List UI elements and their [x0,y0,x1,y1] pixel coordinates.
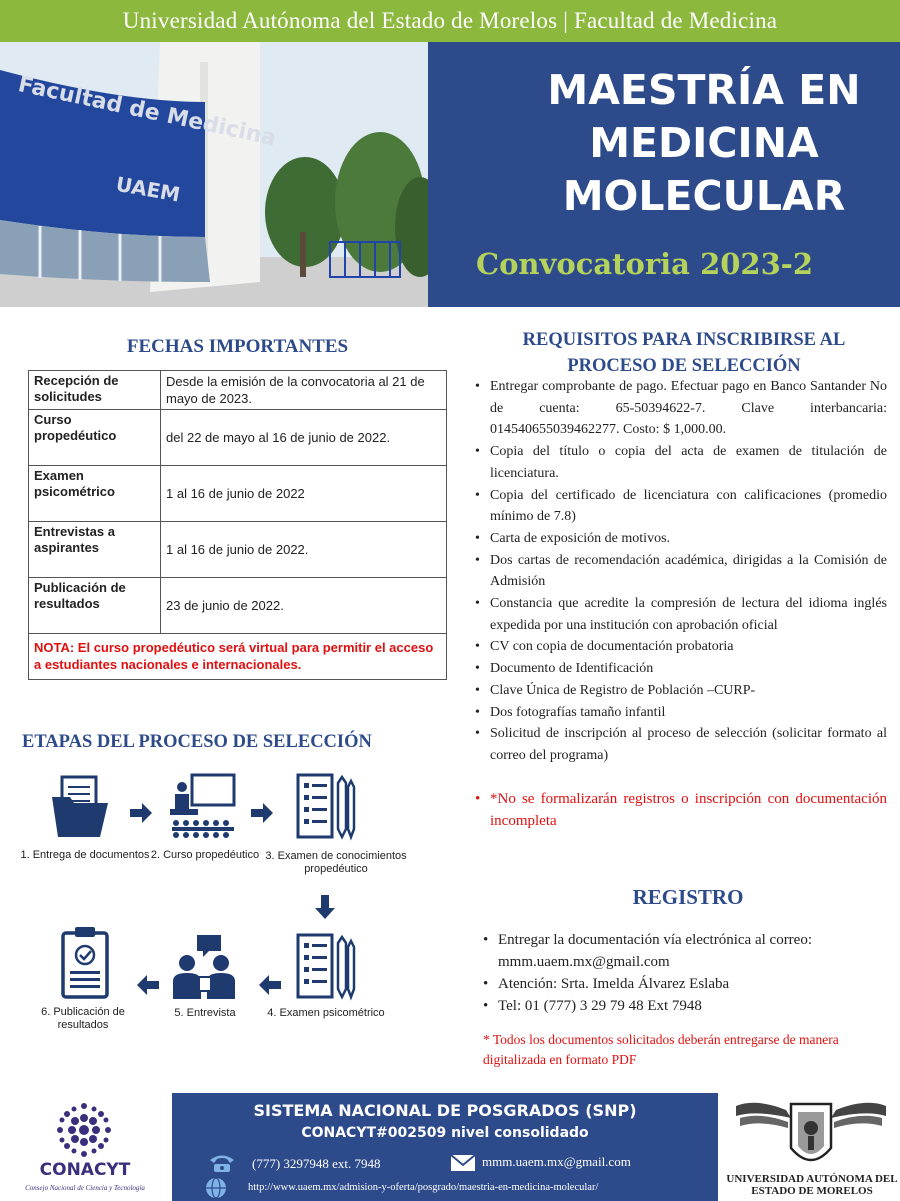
requisitos-list [475,376,887,767]
table-row [29,578,447,634]
footer-url[interactable]: http://www.uaem.mx/admision-y-oferta/posgrado/maestria-en-medicina-molecular/ [248,1182,599,1193]
fechas-title: FECHAS IMPORTANTES [126,336,349,357]
snp-title: SISTEMA NACIONAL DE POSGRADOS (SNP) [253,1101,637,1120]
step-label: 5. Entrevista [174,1007,236,1019]
conacyt-name: CONACYT [39,1160,131,1180]
hero-panel [428,42,900,307]
exam-checklist-icon [296,773,356,841]
footer-phone: (777) 3297948 ext. 7948 [252,1156,381,1171]
conacyt-subtitle: Consejo Nacional de Ciencia y Tecnología [25,1184,145,1192]
list-item: • Carta de exposición de motivos. [475,528,887,550]
table-row [29,522,447,578]
uaem-logo [724,1096,900,1201]
list-item: • Clave Única de Registro de Población –CURP- [475,680,887,702]
list-item: • Copia del título o copia del acta de examen de titulación de licenciatura. [475,441,887,484]
list-item: • Atención: Srta. Imelda Álvarez Eslaba [483,973,893,995]
conacyt-logo [10,1100,160,1200]
uaem-crest-icon [736,1098,886,1172]
etapas-title: ETAPAS DEL PROCESO DE SELECCIÓN [22,732,372,752]
fecha-label: Curso propedéutico [29,410,161,466]
email-icon [450,1154,476,1172]
list-item: • Tel: 01 (777) 3 29 79 48 Ext 7948 [483,995,893,1017]
incomplete-warning: • *No se formalizarán registros o inscripción con documentación incompleta [475,788,887,832]
arrow-right-icon [130,803,152,823]
list-item: • Dos cartas de recomendación académica, dirigidas a la Comisión de Admisión [475,550,887,593]
building-illustration [0,42,428,307]
footer-band [172,1093,718,1201]
classroom-icon [170,773,238,841]
conacyt-registration: CONACYT#002509 nivel consolidado [301,1125,589,1141]
program-title-line: MOLECULAR [562,172,846,220]
fecha-label: Examen psicométrico [29,466,161,522]
institution-header [0,0,900,42]
list-item: • Entregar la documentación vía electrónica al correo: mmm.uaem.mx@gmail.com [483,929,893,973]
list-item: • CV con copia de documentación probatoria [475,636,887,658]
program-title-line: MAESTRÍA EN [547,66,861,114]
folder-documents-icon [50,775,110,839]
clipboard-results-icon [60,925,110,999]
uaem-name-line: UNIVERSIDAD AUTÓNOMA DEL [726,1173,898,1185]
requisitos-title: REQUISITOS PARA INSCRIBIRSE AL PROCESO DE SELECCIÓN [522,330,846,376]
institution-name: Universidad Autónoma del Estado de Morelos | Facultad de Medicina [122,8,778,33]
table-row [29,466,447,522]
footer-email[interactable]: mmm.uaem.mx@gmail.com [482,1154,631,1169]
list-item: • Solicitud de inscripción al proceso de selección (solicitar formato al correo del programa) [475,723,887,766]
fecha-label: Publicación de resultados [29,578,161,634]
list-item: • Constancia que acredite la compresión de lectura del idioma inglés expedida por una institución con aprobación oficial [475,593,887,636]
table-row [29,410,447,466]
fecha-value: 23 de junio de 2022. [161,578,447,634]
registro-title: REGISTRO [632,885,744,909]
telephone-icon [208,1153,236,1173]
fecha-label: Recepción de solicitudes [29,371,161,410]
arrow-left-icon [259,975,281,995]
uaem-name [724,1173,900,1197]
program-title [428,64,900,223]
fecha-value: Desde la emisión de la convocatoria al 21 de mayo de 2023. [161,371,447,410]
arrow-down-icon [315,895,335,919]
uaem-name-line: ESTADO DE MORELOS [751,1185,873,1197]
step-label: 4. Examen psicométrico [267,1007,385,1019]
arrow-left-icon [137,975,159,995]
list-item: • Dos fotografías tamaño infantil [475,702,887,724]
fecha-label: Entrevistas a aspirantes [29,522,161,578]
globe-icon [204,1177,228,1199]
exam-checklist-icon [296,933,356,1001]
program-title-line: MEDICINA [589,119,819,167]
fecha-value: del 22 de mayo al 16 de junio de 2022. [161,410,447,466]
registro-note: * Todos los documentos solicitados deberán entregarse de manera digitalizada en formato PDF [483,1032,839,1067]
step-label: 3. Examen de conocimientos propedéutico [265,850,407,875]
table-row [29,371,447,410]
step-label: 1. Entrega de documentos [20,849,150,861]
arrow-right-icon [251,803,273,823]
convocatoria-subtitle: Convocatoria 2023-2 [476,247,813,281]
registro-list [483,929,893,1017]
fechas-table [28,370,447,680]
list-item: • Entregar comprobante de pago. Efectuar pago en Banco Santander No de cuenta: 65-50394622-7. Clave interbancaria: 014540655039462277. Costo: $ 1,000.00. [475,376,887,441]
list-item: • Copia del certificado de licenciatura con calificaciones (promedio mínimo de 7.8) [475,485,887,528]
list-item: • Documento de Identificación [475,658,887,680]
nota-text: NOTA: El curso propedéutico será virtual para permitir el acceso a estudiantes nacionales e internacionales. [29,634,447,680]
step-label: 6. Publicación de resultados [41,1006,125,1031]
fecha-value: 1 al 16 de junio de 2022 [161,466,447,522]
conacyt-dots-icon [53,1100,115,1160]
building-sign-text: Facultad de Medicina [15,72,279,152]
fecha-value: 1 al 16 de junio de 2022. [161,522,447,578]
interview-icon [173,933,237,1001]
step-label: 2. Curso propedéutico [150,849,260,861]
building-photo [0,42,428,307]
building-sign-uaem: UAEM [114,171,182,207]
table-row [29,634,447,680]
